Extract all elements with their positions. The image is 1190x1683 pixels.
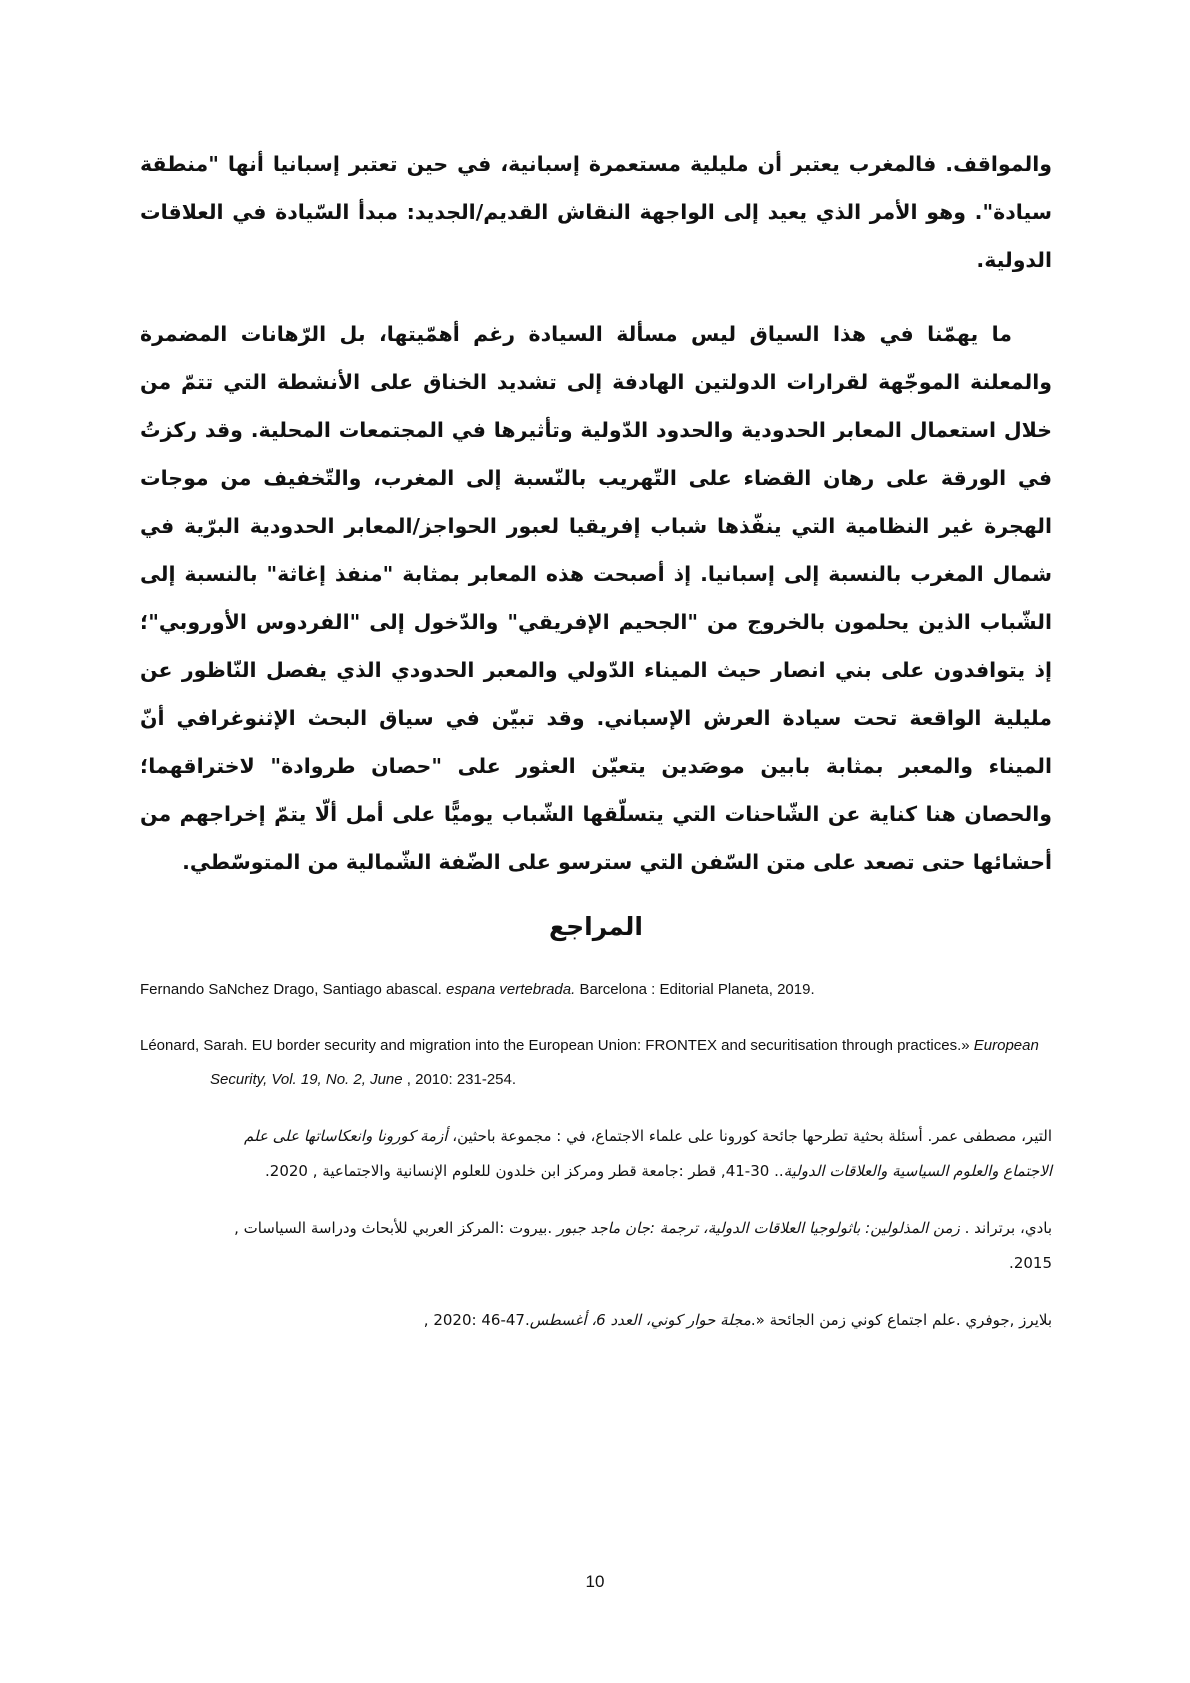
reference-1-publisher: Barcelona : Editorial Planeta, 2019. xyxy=(575,981,815,998)
body-paragraph-2: ما يهمّنا في هذا السياق ليس مسألة السيادة رغم أهمّيتها، بل الرّهانات المضمرة والمعلنة الموجّهة لقرارات الدولتين الهادفة إلى تشديد الخناق على الأنشطة التي تتمّ من خلال استعمال المعابر الحدودية والحدود الدّولية وتأثيرها في المجتمعات المحلية. وقد ركزتُ في الورقة على رهان القضاء على التّهريب بالنّسبة إلى المغرب، والتّخفيف من موجات الهجرة غير النظامية التي ينفّذها شباب إفريقيا لعبور الحواجز/المعابر الحدودية البرّية في شمال المغرب بالنسبة إلى إسبانيا. إذ أصبحت هذه المعابر بمثابة "منفذ إغاثة" بالنسبة إلى الشّباب الذين يحلمون بالخروج من "الجحيم الإفريقي" والدّخول إلى "الفردوس الأوروبي"؛ إذ يتوافدون على بني انصار حيث الميناء الدّولي والمعبر الحدودي الذي يفصل النّاظور عن مليلية الواقعة تحت سيادة العرش الإسباني. وقد تبيّن في سياق البحث الإثنوغرافي أنّ الميناء والمعبر بمثابة بابين موصَدين يتعيّن العثور على "حصان طروادة" لاختراقهما؛ والحصان هنا كناية عن الشّاحنات التي يتسلّقها الشّباب يوميًّا على أمل ألّا يتمّ إخراجهم من أحشائها حتى تصعد على متن السّفن التي سترسو على الضّفة الشّمالية من المتوسّطي. xyxy=(140,322,1052,874)
reference-2-journal: European Security, Vol. 19, No. 2, June xyxy=(210,1037,1039,1088)
reference-3-publisher: .. 30-41, قطر :جامعة قطر ومركز ابن خلدون للعلوم الإنسانية والاجتماعية , 2020. xyxy=(265,1162,784,1180)
reference-5-text: بلايرز ,جوفري .علم اجتماع كوني زمن الجائحة «. xyxy=(750,1311,1052,1329)
reference-4-title: زمن المذلولين: باثولوجيا العلاقات الدولية، ترجمة :جان ماجد جبور xyxy=(556,1219,960,1237)
reference-1-text: Fernando SaNchez Drago, Santiago abascal. xyxy=(140,981,447,998)
page-number: 10 xyxy=(585,1572,605,1591)
reference-2 xyxy=(140,1029,1052,1097)
reference-3 xyxy=(140,1119,1052,1189)
reference-5 xyxy=(140,1303,1052,1338)
reference-1 xyxy=(140,973,1052,1007)
reference-3-text: التير، مصطفى عمر. أسئلة بحثية تطرحها جائحة كورونا على علماء الاجتماع، في : مجموعة باحثين، xyxy=(447,1127,1052,1145)
reference-4 xyxy=(140,1211,1052,1281)
reference-1-title: espana vertebrada. xyxy=(446,981,576,998)
reference-2-pages: , 2010: 231-254. xyxy=(402,1071,517,1088)
references-heading: المراجع xyxy=(549,912,643,941)
reference-4-text: بادي، برتراند . xyxy=(959,1219,1052,1237)
reference-5-journal: مجلة حوار كوني، العدد 6، أغسطس xyxy=(529,1311,751,1329)
reference-5-pages: .47-46 :2020 , xyxy=(423,1311,530,1329)
reference-2-text: Léonard, Sarah. EU border security and migration into the European Union: FRONTEX and securitisation through practices.» xyxy=(140,1037,974,1054)
body-paragraph-1: والمواقف. فالمغرب يعتبر أن مليلية مستعمرة إسبانية، في حين تعتبر إسبانيا أنها "منطقة سيادة". وهو الأمر الذي يعيد إلى الواجهة النقاش القديم/الجديد: مبدأ السّيادة في العلاقات الدولية. xyxy=(140,152,1052,272)
reference-3-title: أزمة كورونا وانعكاساتها على علم الاجتماع والعلوم السياسية والعلاقات الدولية xyxy=(244,1127,1052,1180)
reference-4-publisher: .بيروت :المركز العربي للأبحاث ودراسة السياسات , 2015. xyxy=(234,1219,1052,1272)
document-page xyxy=(140,140,1052,1640)
